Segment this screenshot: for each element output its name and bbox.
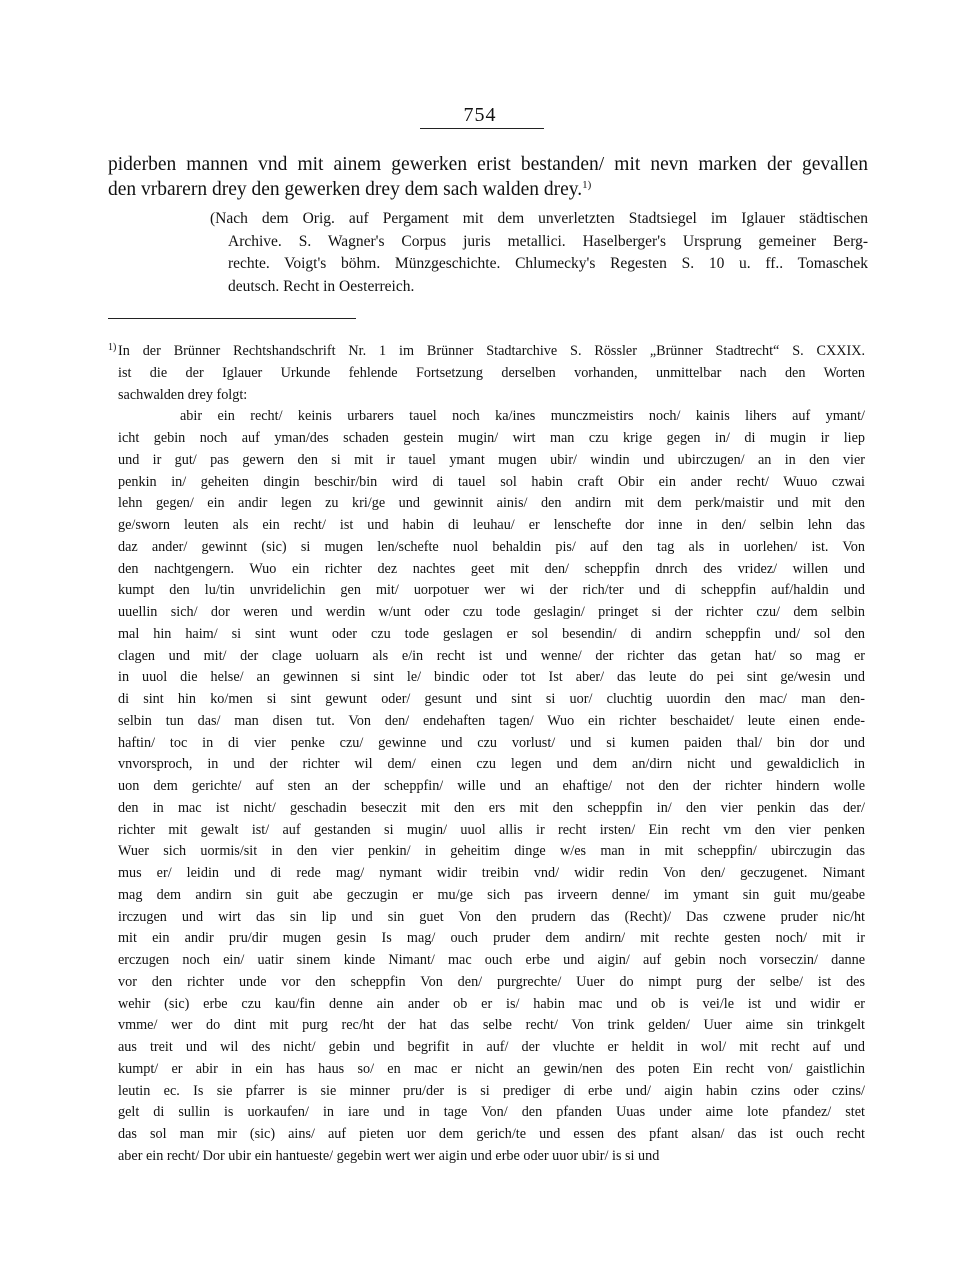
- page-number: 754: [463, 104, 497, 126]
- main-text-line-content: den vrbarern drey den gewerken drey dem sach walden drey.: [108, 179, 583, 200]
- footnote-line: ge/sworn leuten als ein recht/ ist und habin di leuhau/ er lenschefte dor inne in den/ selbin lehn das: [118, 517, 865, 533]
- footnote-line: mal hin haim/ si sint wunt oder czu tode geslagen er sol besendin/ di andirn scheppfin und/ sol den: [118, 625, 865, 642]
- footnote-line: aber ein recht/ Dor ubir ein hantueste/ gegebin wert wer aigin und erbe oder uuor ubir/ is si und: [118, 1147, 660, 1164]
- footnote-line: aus treit und wil des nicht/ gebin und begrifit in auf/ der vluchte er heldit in wol/ mit recht auf und: [118, 1039, 865, 1055]
- footnote-line: ist die der Iglauer Urkunde fehlende Fortsetzung derselben vorhanden, unmittelbar nach den Worten: [118, 364, 865, 381]
- footnote-line: di sint hin ko/men si sint gewunt oder/ gesunt und sint si uor/ cluchtig uuordin den mac/ man den-: [118, 691, 865, 707]
- footnote-line: irczugen und wirt das sin lip und sin guet Von den prudern das (Recht)/ Das czwene pruder nic/ht: [118, 908, 865, 925]
- footnote: [108, 341, 865, 1168]
- footnote-line: kumpt den lu/tin unvridelichin gen mit/ uorpotuer wer wi der rich/ter und di scheppfin auf/haldin und: [118, 582, 865, 599]
- footnote-line: penkin in/ geheiten dingin beschir/bin wird di tauel sol habin craft Obir ein ander recht/ Wuuo czwai: [118, 473, 865, 490]
- main-text-line: [108, 177, 868, 202]
- footnote-reference: 1): [582, 179, 592, 191]
- footnote-line: gelt di sullin is uorkaufen/ in iare und in tage Von/ den pfanden Uuas under aime lote pfandez/ stet: [118, 1104, 865, 1121]
- footnote-line: mag dem andirn sin guit abe geczugin er mu/ge sich pas irveern denne/ im ymant sin guit mu/geabe: [118, 886, 865, 903]
- footnote-line: vnvorsproch, in und der richter wil dem/ einen czu legen und dem an/dirn nicht und gewaldiclich in: [118, 756, 865, 773]
- footnote-mark: 1): [108, 342, 117, 353]
- source-note: [210, 208, 868, 298]
- source-note-line: deutsch. Recht in Oesterreich.: [228, 277, 415, 295]
- footnote-line: das sol man mir (sic) ains/ auf pieten uor dem gerich/te und essen des pfant alsan/ das ist ouch recht: [118, 1126, 865, 1142]
- footnote-line: lehn gegen/ ein andir legen zu kri/ge und gewinnit ainis/ den andirn mit dem perk/maistir und mit den: [118, 495, 865, 512]
- footnote-line: den nachtgengern. Wuo ein richter dez nachtes geet mit den/ scheppfin dnrch des vridez/ willen und: [118, 560, 865, 577]
- footnote-line: in uuol die helse/ an gewinnen si sint le/ bindic oder tot Ist aber/ das leute do pei sint ge/wesin und: [118, 669, 865, 686]
- footnote-line: vmme/ wer do dint mit purg rec/ht der hat das selbe recht/ Von trink gelden/ Uuer aime sin trinkgelt: [118, 1017, 865, 1034]
- footnote-line: richter mit gewalt ist/ auf gestanden si mugin/ uuol allis ir recht irsten/ Ein recht vm den vier penken: [118, 821, 865, 838]
- footnote-line: selbin tun das/ man disen tut. Von den/ endehaften tagen/ Wuo ein richter beschaidet/ leute einen ende-: [118, 712, 865, 729]
- footnote-line: vor den richter unde vor den scheppfin Von den/ purgrechte/ Uuer do nimpt purg der selbe/ ist des: [118, 973, 865, 990]
- footnote-line: daz ander/ gewinnt (sic) si mugen len/schefte nuol behaldin pis/ auf den tag als in uorlehen/ ist. Von: [118, 538, 865, 555]
- footnote-line: den in mac ist nicht/ geschadin beseczit mit den ers mit den scheppfin in/ den vier penkin das der/: [118, 799, 865, 816]
- footnote-line: Wuer sich uormis/sit in den vier penkin/ in geheitim dinge w/es man in mit scheppfin/ ubirczugin das: [118, 843, 865, 860]
- footnote-line: haftin/ toc in di vier penke czu/ gewinne und czu vorlust/ und si kumen paiden thal/ bin dor und: [118, 734, 865, 751]
- footnote-line: abir ein recht/ keinis urbarers tauel noch ka/ines munczmeistirs noch/ kainis lihers auf ymant/: [180, 408, 865, 425]
- footnote-line: leutin ec. Is sie pfarrer is sie minner pru/der is si prediger di erbe und/ aigin habin czins oder czins/: [118, 1082, 865, 1099]
- footnote-line: uon dem gerichte/ auf sten an der scheppfin/ wille und an ehaftige/ not den der richter hindern wolle: [118, 778, 865, 794]
- footnote-line: clagen und mit/ der clage uoluarn als e/in recht ist und wenne/ der richter das getan hat/ so mag er: [118, 647, 865, 664]
- source-note-line: Archive. S. Wagner's Corpus juris metallici. Haselberger's Ursprung gemeiner Berg-: [228, 232, 868, 250]
- footnote-line: mit ein andir pru/dir mugen gesin Is mag/ ouch pruder dem andirn/ mit rechte gesten noch/ mit ir: [118, 930, 865, 947]
- footnote-line: uuellin sich/ dor weren und werdin w/unt oder czu tode geslagin/ pringet si der richter czu/ dem selbin: [118, 604, 865, 620]
- main-text: [108, 152, 868, 202]
- source-note-line: rechte. Voigt's böhm. Münzgeschichte. Chlumecky's Regesten S. 10 u. ff.. Tomaschek: [228, 255, 868, 272]
- footnote-line: mus er/ leidin und di rede mag/ nymant widir treibin vnd/ widir redin Von den/ geczugenet. Nimant: [118, 865, 865, 881]
- footnote-line: wehir (sic) erbe czu kau/fin denne ain ander ob er is/ habin mac und ob is vei/le ist und widir er: [118, 995, 865, 1012]
- footnote-line: und ir gut/ pas gewern den si mit ir tauel ymant mugen ubir/ windin und ubirczugen/ an in den vier: [118, 451, 865, 468]
- footnote-line: sachwalden drey folgt:: [118, 386, 248, 403]
- footnote-lines: [118, 341, 865, 1168]
- main-text-line: piderben mannen vnd mit ainem gewerken erist bestanden/ mit nevn marken der gevallen: [108, 154, 868, 175]
- footnote-rule: [108, 318, 356, 319]
- footnote-line: erczugen noch ein/ uatir sinem kinde Nimant/ mac ouch erbe und aigin/ auf gebin noch vorseczin/ danne: [118, 952, 865, 968]
- footnote-line: kumpt/ er abir in ein has haus so/ en mac er nicht an gewin/nen des poten Ein recht von/ gaistlichin: [118, 1060, 865, 1077]
- header-rule: [420, 128, 544, 129]
- footnote-line: icht gebin noch auf yman/des schaden gestein mugin/ wirt man czu krige gegen in/ di mugin ir liep: [118, 430, 865, 446]
- source-note-line: (Nach dem Orig. auf Pergament mit dem unverletzten Stadtsiegel im Iglauer städtischen: [210, 210, 868, 227]
- footnote-line: In der Brünner Rechtshandschrift Nr. 1 im Brünner Stadtarchive S. Rössler „Brünner Stadtrecht“ S. CXXIX.: [118, 343, 865, 359]
